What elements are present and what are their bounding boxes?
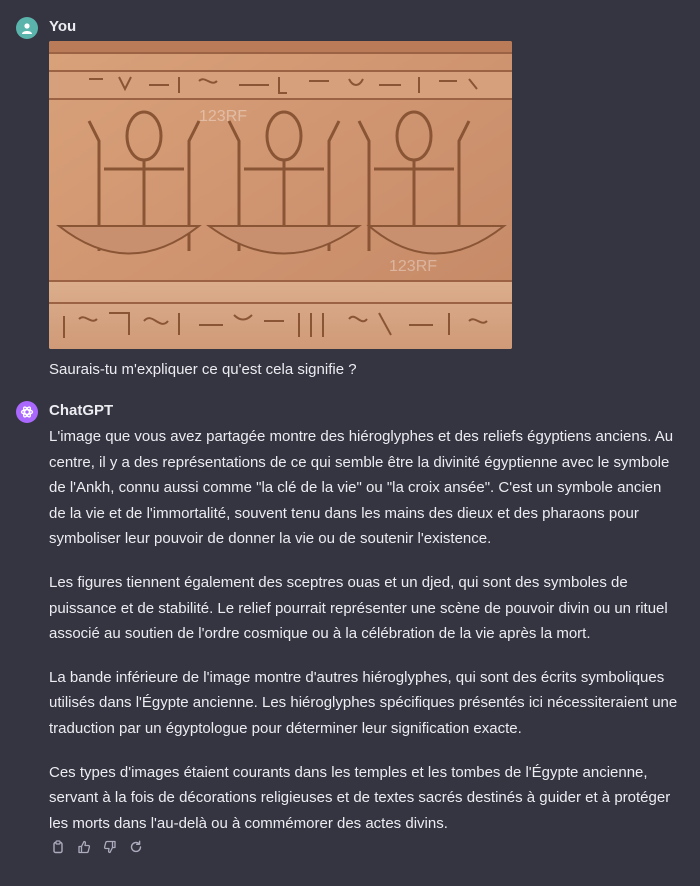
response-actions bbox=[49, 838, 145, 856]
user-name: You bbox=[49, 18, 77, 35]
regenerate-icon bbox=[129, 840, 143, 854]
response-paragraph: Ces types d'images étaient courants dans les temples et les tombes de l'Égypte ancienne, servant à la fois de décorations religieuses et de textes sacrés destinés à guider et à protéger les morts dans l'au-delà ou à commémorer des actes divins. bbox=[49, 763, 671, 832]
assistant-response bbox=[49, 424, 679, 854]
response-paragraph: Les figures tiennent également des sceptres ouas et un djed, qui sont des symboles de puissance et de stabilité. Le relief pourrait représenter une scène de pouvoir divin ou un rituel associé au soutien de l'ordre cosmique ou à la célébration de la vie après la mort. bbox=[49, 573, 668, 643]
chatgpt-avatar bbox=[16, 401, 38, 423]
uploaded-image[interactable] bbox=[49, 41, 512, 349]
response-paragraph: L'image que vous avez partagée montre des hiéroglyphes et des reliefs égyptiens anciens. Au centre, il y a des représentations de ce qui semble être la divinité égyptienne avec le symbole de l'Ankh, connu aussi comme "la clé de la vie" ou "la croix ansée". C'est un symbole ancien de la vie et de l'immortalité, souvent tenu dans les mains des dieux et des pharaons pour symboliser leur pouvoir de donner la vie ou de soutenir l'existence. bbox=[49, 428, 674, 548]
thumbs-up-icon bbox=[77, 840, 91, 854]
watermark: 123RF bbox=[199, 108, 248, 125]
copy-icon bbox=[51, 840, 65, 854]
user-avatar bbox=[16, 17, 38, 39]
assistant-name: ChatGPT bbox=[49, 402, 114, 419]
user-icon bbox=[20, 21, 34, 35]
copy-button[interactable] bbox=[49, 838, 67, 856]
user-prompt-text: Saurais-tu m'expliquer ce qu'est cela signifie ? bbox=[49, 361, 357, 378]
thumbs-down-icon bbox=[103, 840, 117, 854]
openai-logo-icon bbox=[20, 405, 34, 419]
response-paragraph: La bande inférieure de l'image montre d'autres hiéroglyphes, qui sont des écrits symboliques utilisés dans l'Égypte ancienne. Les hiéroglyphes spécifiques présentés ici nécessiteraient une traduction par un égyptologue pour déterminer leur signification exacte. bbox=[49, 668, 678, 737]
regenerate-button[interactable] bbox=[127, 838, 145, 856]
thumbs-down-button[interactable] bbox=[101, 838, 119, 856]
thumbs-up-button[interactable] bbox=[75, 838, 93, 856]
watermark: 123RF bbox=[389, 258, 438, 275]
hieroglyph-relief-image bbox=[49, 41, 512, 349]
